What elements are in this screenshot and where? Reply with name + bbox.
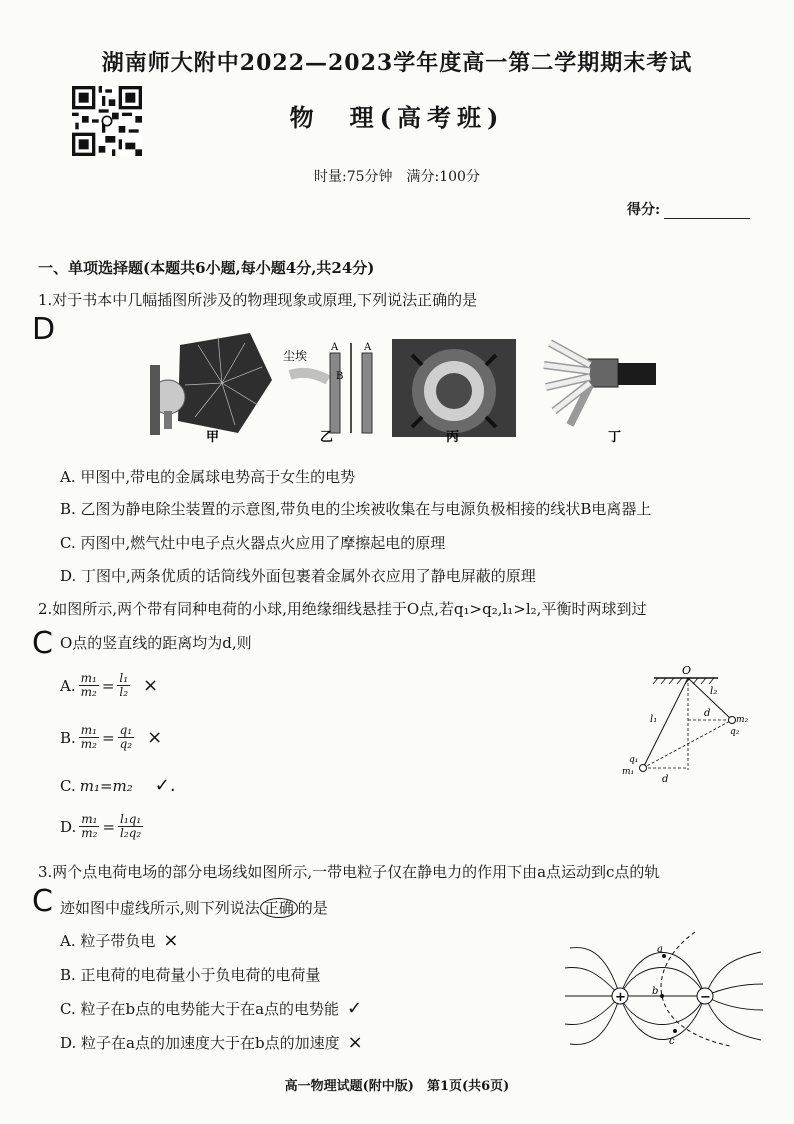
q3-handwritten-answer: C: [32, 884, 53, 919]
svg-text:A: A: [364, 342, 372, 353]
page-footer: 高一物理试题(附中版) 第1页(共6页): [284, 1079, 510, 1094]
fig-yi-illustration: [283, 342, 372, 433]
q2-a-label: A.: [60, 676, 76, 695]
q3-circled-word: 正确: [260, 898, 298, 918]
svg-text:B: B: [336, 371, 344, 382]
q1-handwritten-answer: D: [32, 312, 56, 347]
q1-option-d: D. 丁图中,两条优质的话筒线外面包裹着金属外衣应用了静电屏蔽的原理: [60, 567, 536, 585]
q2-option-a: A. $\frac{\text{m₁}}{\text{m₂}}$ = $\frac{\text{l₁}}{\text{l₂}}$ ×: [60, 671, 159, 699]
q2-b-lhs: $\frac{\text{m₁}}{\text{m₂}}$: [80, 723, 97, 751]
q1-figure: [150, 325, 660, 450]
fig-O: O: [682, 664, 692, 677]
q3-d-mark: ×: [347, 1032, 363, 1053]
q2-b-label: B.: [60, 728, 76, 747]
fig-label-bing: 丙: [446, 430, 460, 445]
fig-m1: m₁: [622, 767, 635, 777]
q2-stem-line2: O点的竖直线的距离均为d,则: [60, 634, 252, 652]
time-info: 时量:75分钟 满分:100分: [314, 169, 480, 185]
fig-label-jia: 甲: [206, 430, 220, 445]
section-heading: 一、单项选择题(本题共6小题,每小题4分,共24分): [38, 259, 375, 277]
q2-a-rhs: $\frac{\text{l₁}}{\text{l₂}}$: [119, 671, 129, 699]
fig-d-bottom: d: [662, 774, 669, 785]
score-blank: [664, 218, 750, 219]
q2-stem-line1: 2.如图所示,两个带有同种电荷的小球,用绝缘细线悬挂于O点,若q₁>q₂,l₁>l₂,平衡时两球到过: [38, 600, 647, 618]
fig-point-a: a: [657, 944, 663, 955]
fig-point-b: b: [652, 986, 659, 997]
fig-label-yi: 乙: [320, 430, 334, 445]
q2-handwritten-answer: C: [32, 626, 53, 661]
score-field: [627, 199, 750, 219]
fig-d-top: d: [704, 708, 711, 719]
q2-d-label: D.: [60, 817, 77, 836]
fig-l2: l₂: [710, 686, 718, 697]
q2-a-lhs: $\frac{\text{m₁}}{\text{m₂}}$: [80, 671, 97, 699]
q3-option-a: A. 粒子带负电 ×: [60, 930, 179, 951]
fig-bing-illustration: [392, 339, 516, 437]
q3-c-mark: ✓: [347, 998, 363, 1019]
q2-a-mark: ×: [143, 674, 159, 696]
svg-text:尘埃: 尘埃: [283, 349, 308, 363]
q1-stem: 1.对于书本中几幅插图所涉及的物理现象或原理,下列说法正确的是: [38, 291, 478, 309]
q3-a-mark: ×: [163, 930, 179, 951]
fig-ding-illustration: [544, 343, 656, 425]
q2-d-rhs: $\frac{\text{l₁q₁}}{\text{l₂q₂}}$: [120, 812, 142, 840]
fig-point-c: c: [669, 1036, 675, 1047]
fig-jia-illustration: [150, 333, 272, 435]
q3-option-c: C. 粒子在b点的电势能大于在a点的电势能 ✓: [60, 998, 363, 1019]
q2-option-b: B. $\frac{\text{m₁}}{\text{m₂}}$ = $\frac{\text{q₁}}{\text{q₂}}$ ×: [60, 723, 163, 751]
q2-b-rhs: $\frac{\text{q₁}}{\text{q₂}}$: [119, 723, 133, 751]
q2-pendulum-figure: [618, 662, 758, 792]
q3-option-d: D. 粒子在a点的加速度大于在b点的加速度 ×: [60, 1032, 363, 1053]
q2-c-label: C.: [60, 777, 76, 795]
q2-c-text: m₁=m₂: [79, 777, 133, 795]
q3-stem-line2: 迹如图中虚线所示,则下列说法 正确 的是: [60, 899, 328, 917]
fig-m2: m₂: [736, 715, 749, 725]
exam-title: 湖南师大附中2022—2023学年度高一第二学期期末考试: [101, 50, 693, 76]
q1-option-a: A. 甲图中,带电的金属球电势高于女生的电势: [60, 468, 356, 486]
q2-d-lhs: $\frac{\text{m₁}}{\text{m₂}}$: [81, 812, 98, 840]
fig-minus-charge: −: [700, 990, 711, 1005]
q1-option-b: B. 乙图为静电除尘装置的示意图,带负电的尘埃被收集在与电源负极相接的线状B电离器上: [60, 500, 652, 518]
q1-option-c: C. 丙图中,燃气灶中电子点火器点火应用了摩擦起电的原理: [60, 534, 446, 552]
q2-c-mark: ✓.: [154, 775, 176, 796]
q3-field-figure: [565, 928, 765, 1050]
fig-l1: l₁: [650, 714, 658, 725]
score-label: 得分:: [627, 202, 661, 218]
fig-label-ding: 丁: [608, 430, 622, 445]
exam-subject: 物 理(高考班): [289, 103, 505, 132]
fig-q2: q₂: [730, 727, 740, 737]
q2-option-c: [60, 775, 176, 797]
q2-b-mark: ×: [147, 726, 163, 748]
svg-text:A: A: [331, 342, 339, 353]
fig-plus-charge: +: [615, 990, 626, 1005]
fig-q1: q₁: [629, 755, 639, 765]
q3-stem-line1: 3.两个点电荷电场的部分电场线如图所示,一带电粒子仅在静电力的作用下由a点运动到c点的轨: [38, 863, 660, 881]
q3-option-b: B. 正电荷的电荷量小于负电荷的电荷量: [60, 966, 321, 984]
q2-option-d: D. $\frac{\text{m₁}}{\text{m₂}}$ = $\frac{\text{l₁q₁}}{\text{l₂q₂}}$: [60, 812, 142, 840]
